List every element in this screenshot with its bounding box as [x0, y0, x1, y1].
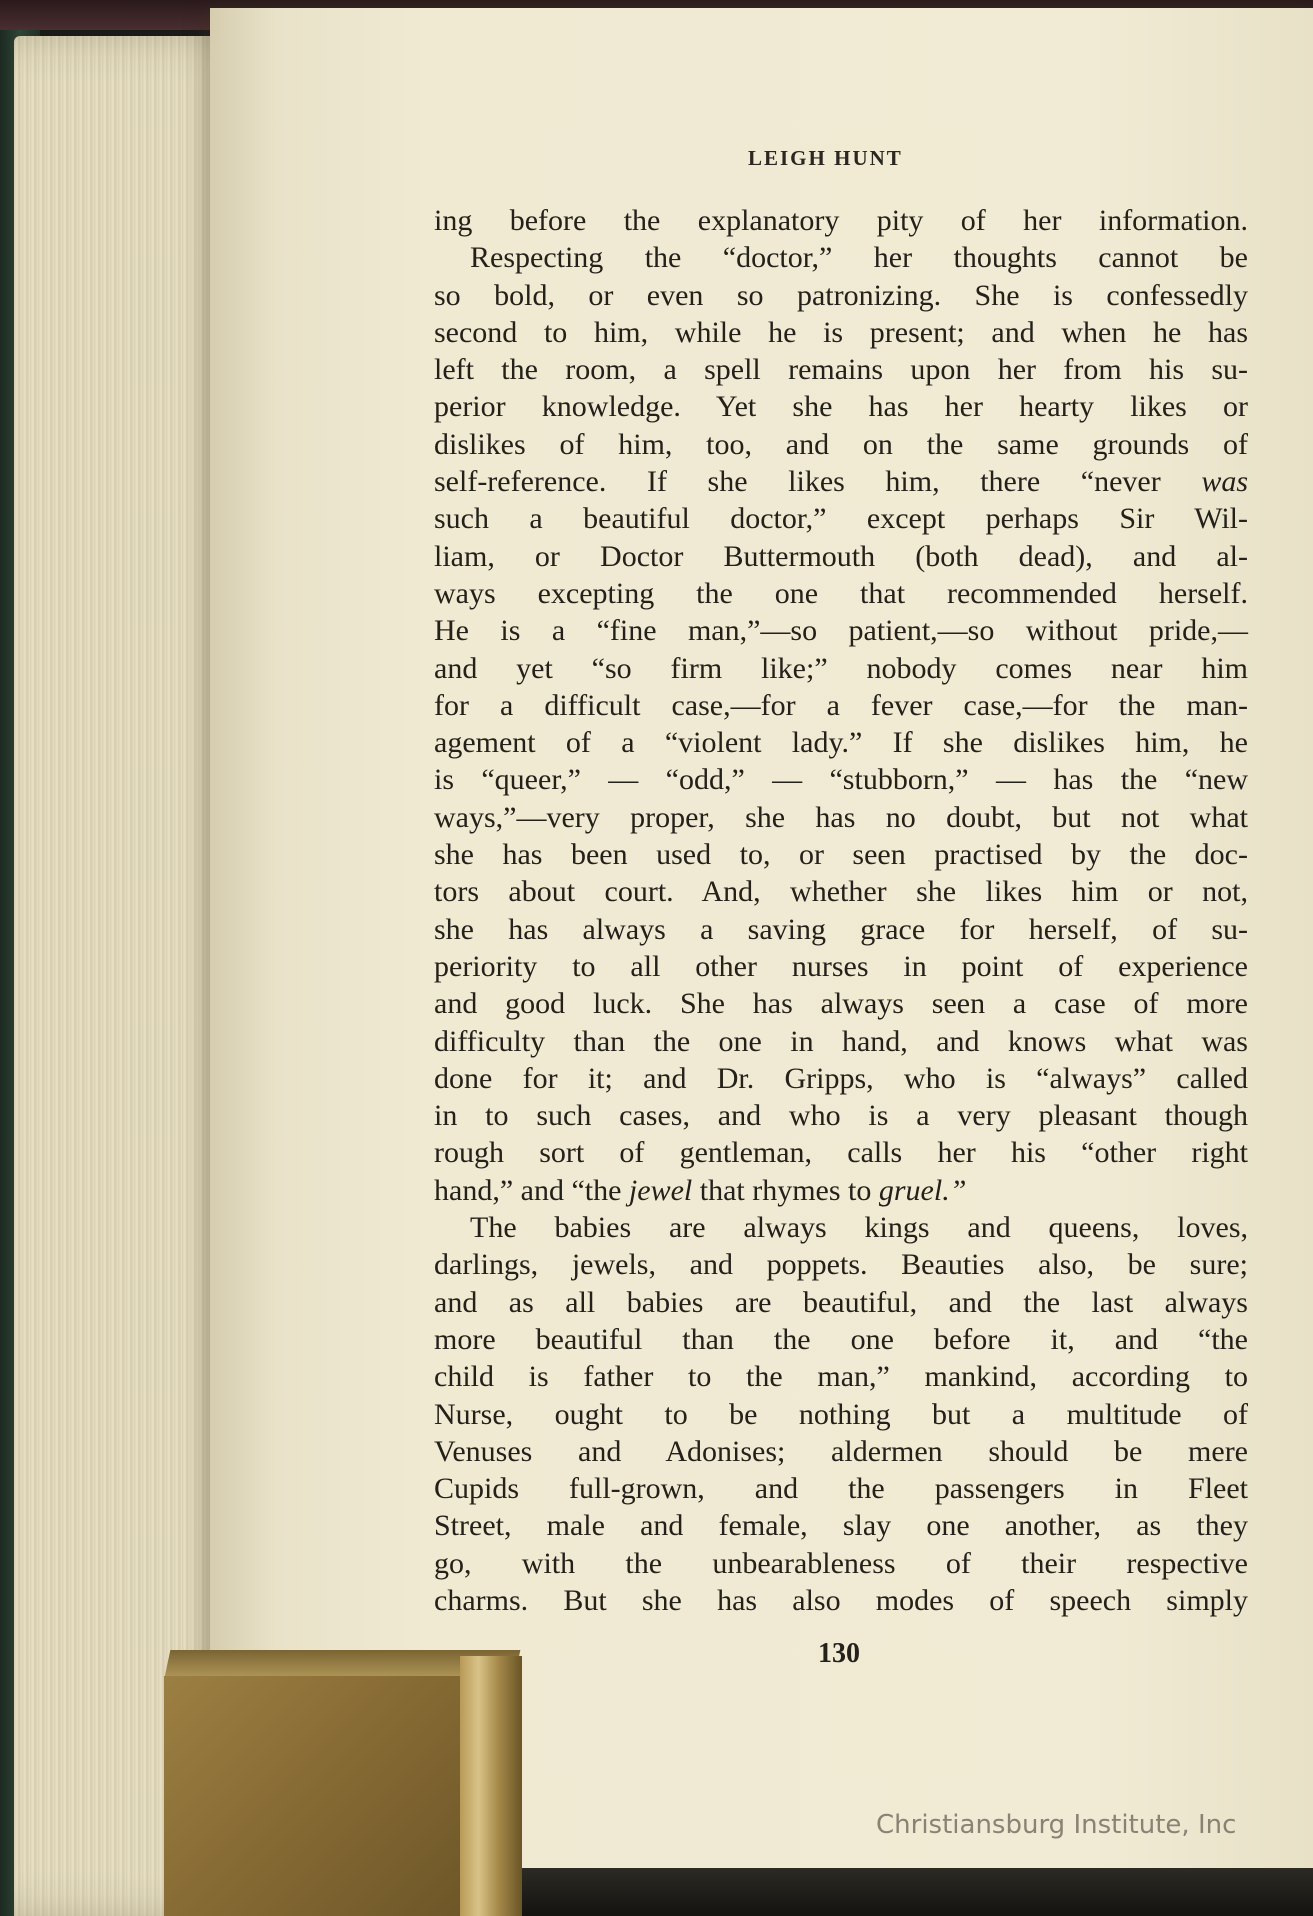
text-line: [434, 463, 1248, 500]
text-line: is “queer,” — “odd,” — “stubborn,” — has the “new: [434, 763, 1248, 797]
page-number: 130: [818, 1638, 860, 1669]
text-line: agement of a “violent lady.” If she dislikes him, he: [434, 726, 1248, 760]
text-line: Respecting the “doctor,” her thoughts cannot be: [470, 241, 1248, 275]
gilt-book-side: [460, 1656, 522, 1916]
text-line: left the room, a spell remains upon her from his su-: [434, 353, 1248, 387]
italic-word: jewel: [628, 1173, 693, 1207]
text-line: Venuses and Adonises; aldermen should be mere: [434, 1434, 1248, 1468]
text-line: difficulty than the one in hand, and knows what was: [434, 1024, 1248, 1058]
text-line: liam, or Doctor Buttermouth (both dead), and al-: [434, 539, 1248, 573]
body-text: [434, 202, 1248, 1619]
text-line: she has always a saving grace for herself, of su-: [434, 912, 1248, 946]
gilt-book-edge: [164, 1650, 524, 1916]
text-segment: self-reference. If she likes him, there “never: [434, 465, 1202, 499]
text-line: for a difficult case,—for a fever case,—for the man-: [434, 688, 1248, 722]
text-line: second to him, while he is present; and when he has: [434, 315, 1248, 349]
text-line: Cupids full-grown, and the passengers in Fleet: [434, 1472, 1248, 1506]
text-segment: that rhymes to: [692, 1173, 879, 1207]
text-line: tors about court. And, whether she likes him or not,: [434, 875, 1248, 909]
text-line: in to such cases, and who is a very pleasant though: [434, 1099, 1248, 1133]
text-line: ways excepting the one that recommended herself.: [434, 576, 1248, 610]
italic-word: was: [1201, 465, 1248, 499]
text-line: she has been used to, or seen practised by the doc-: [434, 838, 1248, 872]
text-line: so bold, or even so patronizing. She is confessedly: [434, 278, 1248, 312]
text-line: and as all babies are beautiful, and the last always: [434, 1285, 1248, 1319]
text-line: more beautiful than the one before it, and “the: [434, 1322, 1248, 1356]
text-line: such a beautiful doctor,” except perhaps Sir Wil-: [434, 502, 1248, 536]
text-line: darlings, jewels, and poppets. Beauties also, be sure;: [434, 1248, 1248, 1282]
text-line: ing before the explanatory pity of her information.: [434, 204, 1248, 237]
text-line: ways,”—very proper, she has no doubt, but not what: [434, 800, 1248, 834]
text-line: Street, male and female, slay one another, as they: [434, 1509, 1248, 1543]
text-line: charms. But she has also modes of speech simply: [434, 1583, 1248, 1617]
italic-word: gruel.”: [878, 1173, 967, 1207]
text-line: done for it; and Dr. Gripps, who is “always” called: [434, 1061, 1248, 1095]
text-line: He is a “fine man,”—so patient,—so without pride,—: [434, 614, 1248, 648]
text-line: rough sort of gentleman, calls her his “other right: [434, 1136, 1248, 1170]
text-line: dislikes of him, too, and on the same grounds of: [434, 427, 1248, 461]
text-segment: hand,” and “the: [434, 1173, 629, 1207]
text-line: and good luck. She has always seen a case of more: [434, 987, 1248, 1021]
text-line: periority to all other nurses in point of experience: [434, 949, 1248, 983]
watermark: Christiansburg Institute, Inc: [876, 1810, 1237, 1840]
text-line: perior knowledge. Yet she has her hearty likes or: [434, 390, 1248, 424]
gilt-book-front: [164, 1676, 464, 1916]
text-line: and yet “so firm like;” nobody comes near him: [434, 651, 1248, 685]
text-line: Nurse, ought to be nothing but a multitude of: [434, 1397, 1248, 1431]
text-line: child is father to the man,” mankind, according to: [434, 1360, 1248, 1394]
background-bottom: [500, 1868, 1313, 1916]
running-head: LEIGH HUNT: [748, 146, 903, 170]
text-line: The babies are always kings and queens, loves,: [470, 1211, 1248, 1245]
text-line: [434, 1172, 1248, 1209]
text-line: go, with the unbearableness of their respective: [434, 1546, 1248, 1580]
